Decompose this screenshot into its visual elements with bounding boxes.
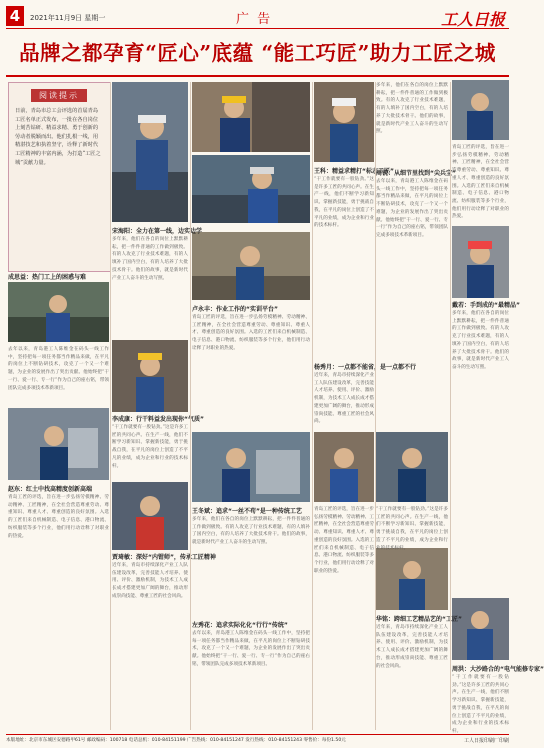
subhead-10: 周锐：从细节里找到“尖兵宝”: [376, 170, 456, 177]
body-text-col3a: 青岛工匠的评选，旨在进一步弘扬劳模精神、劳动精神、工匠精神，在全社会营造尊重劳动、尊重知识、尊重人才、尊重创造的良好氛围。入选的工匠们来自机械制造、电子信息、港口物流、纺织服装等多个行业，他们用行动诠释了对职业的热爱。: [192, 315, 310, 351]
photo-worker-10: [192, 232, 310, 300]
body-text-col5d: 近年来，青岛市持续深化产业工人队伍建设改革，完善技能人才培养、使用、评价、激励机制，为技术工人成长成才搭建更加广阔的舞台，推动形成崇尚技能、尊重工匠的社会风尚。: [376, 625, 448, 669]
photo-worker-8-image: [112, 340, 188, 412]
body-text-col1b: 青岛工匠的评选，旨在进一步弘扬劳模精神、劳动精神、工匠精神，在全社会营造尊重劳动、尊重知识、尊重人才、尊重创造的良好氛围。入选的工匠们来自机械制造、电子信息、港口物流、纺织服装等多个行业，他们用行动诠释了对职业的热爱。: [8, 495, 109, 539]
editor-note-box: [8, 82, 111, 272]
photo-worker-1: [112, 82, 188, 222]
issue-date: 2021年11月9日 星期一: [30, 14, 106, 22]
subhead-11: 华铭：跨细工艺精品艺的“工匠”: [376, 616, 462, 623]
body-text-col5c: “干工作就要有一股钻劲。”这是许多工匠的共同心声。在生产一线，他们不断学习新知识、掌握新技能，勇于挑战自我，在平凡的岗位上创造了不平凡的业绩，成为企业和行业的技术标杆。: [376, 507, 448, 551]
body-text-col6b: 多年来，他们在各自的岗位上默默耕耘，把一件件普通的工作做到极致。有的人攻克了行业技术难题，有的人填补了国内空白，有的人培养了大批技术骨干。他们的故事，就是新时代产业工人奋斗的生动写照。: [452, 311, 509, 370]
photo-worker-11-image: [192, 432, 310, 502]
page-number: 4: [6, 6, 24, 26]
photo-worker-5: [452, 226, 509, 298]
editor-note-title: 阅读提示: [31, 89, 87, 102]
subhead-3: 李成康：行干料益发出现你“气质”: [112, 416, 204, 423]
newspaper-logo: 工人日报: [440, 10, 505, 29]
subhead-4: 贾琦敏：深好“内钳师”，传承工匠精神: [112, 554, 216, 561]
photo-worker-3-image: [192, 155, 310, 223]
subhead-13: 戴若：手到成的“最精品”: [452, 302, 520, 309]
photo-worker-7-image: [8, 408, 109, 480]
body-text-col4c: 青岛工匠的评选，旨在进一步弘扬劳模精神、劳动精神、工匠精神，在全社会营造尊重劳动、尊重知识、尊重人才、尊重创造的良好氛围。入选的工匠们来自机械制造、电子信息、港口物流、纺织服装等多个行业，他们用行动诠释了对职业的热爱。: [314, 507, 374, 574]
headline: 品牌之都孕育“匠心”底蕴 “能工巧匠”助力工匠之城: [19, 41, 496, 65]
subhead-12: 赵东：红土中找高精度创新高端: [8, 486, 93, 493]
body-text-col5b: 去年以来，青岛港工人陈维金在码头一线工作中，坚持把每一项任务都当作精品来做，在平凡的岗位上不断钻研技术，攻克了一个又一个难题，为企业的发展作出了突出贡献。他始终把“干一行、爱一行、专一行”作为自己的座右铭，带领团队完成多项技术革新项目。: [376, 179, 448, 238]
subhead-8: 王科：精益求精打“标志工匠”: [314, 168, 394, 175]
subhead-9: 杨秀月：一点都不能省，是一点都不行: [314, 364, 417, 371]
photo-worker-10-image: [192, 232, 310, 300]
photo-worker-2: [192, 82, 310, 152]
section-label: 广 告: [236, 12, 273, 27]
photo-worker-9: [112, 482, 188, 550]
body-text-col2c: 近年来，青岛市持续深化产业工人队伍建设改革，完善技能人才培养、使用、评价、激励机制，为技术工人成长成才搭建更加广阔的舞台，推动形成崇尚技能、尊重工匠的社会风尚。: [112, 563, 188, 599]
photo-worker-6: [8, 282, 109, 342]
photo-worker-15: [452, 598, 509, 660]
column-rule: [450, 82, 451, 730]
body-text-col3b: 多年来，他们在各自的岗位上默默耕耘，把一件件普通的工作做到极致。有的人攻克了行业技术难题，有的人填补了国内空白，有的人培养了大批技术骨干。他们的故事，就是新时代产业工人奋斗的生动写照。: [192, 517, 310, 546]
photo-worker-8: [112, 340, 188, 412]
headline-divider: [6, 75, 509, 77]
photo-worker-13: [376, 432, 448, 502]
subhead-5: 卢永丰：作业工作的“实训平台”: [192, 306, 278, 313]
photo-worker-12: [314, 432, 374, 502]
photo-worker-14-image: [376, 548, 448, 610]
column-rule: [190, 82, 191, 730]
column-rule: [110, 82, 111, 730]
photo-worker-11: [192, 432, 310, 502]
photo-worker-2-image: [192, 82, 310, 152]
body-text-col4a: “干工作就要有一股钻劲。”这是许多工匠的共同心声。在生产一线，他们不断学习新知识、掌握新技能，勇于挑战自我，在平凡的岗位上创造了不平凡的业绩，成为企业和行业的技术标杆。: [314, 177, 374, 229]
body-text-col2a: 多年来，他们在各自的岗位上默默耕耘，把一件件普通的工作做到极致。有的人攻克了行业技术难题，有的人填补了国内空白，有的人培养了大批技术骨干。他们的故事，就是新时代产业工人奋斗的生动写照。: [112, 237, 188, 281]
photo-worker-4-image: [314, 82, 374, 162]
body-text-col6a: 青岛工匠的评选，旨在进一步弘扬劳模精神、劳动精神、工匠精神，在全社会营造尊重劳动、尊重知识、尊重人才、尊重创造的良好氛围。入选的工匠们来自机械制造、电子信息、港口物流、纺织服装等多个行业，他们用行动诠释了对职业的热爱。: [452, 145, 509, 220]
photo-worker-9-image: [112, 482, 188, 550]
photo-worker-1-image: [112, 82, 188, 222]
footer-address: 本版地址：北京市东城区安德路甲61号 邮政编码：100718 电话总机：010-84151199 广告热线：010-84151247 发行热线：010-84151243 零售价：每份1.50元: [6, 738, 346, 743]
body-text-col5a: 多年来，他们在各自的岗位上默默耕耘，把一件件普通的工作做到极致。有的人攻克了行业技术难题，有的人填补了国内空白，有的人培养了大批技术骨干。他们的故事，就是新时代产业工人奋斗的生动写照。: [376, 83, 448, 135]
photo-worker-3: [192, 155, 310, 223]
photo-worker-7: [8, 408, 109, 480]
photo-worker-5-image: [452, 226, 509, 298]
photo-worker-14: [376, 548, 448, 610]
body-text-col3c: 去年以来，青岛港工人陈维金在码头一线工作中，坚持把每一项任务都当作精品来做，在平凡的岗位上不断钻研技术，攻克了一个又一个难题，为企业的发展作出了突出贡献。他始终把“干一行、爱一行、专一行”作为自己的座右铭，带领团队完成多项技术革新项目。: [192, 631, 310, 667]
subhead-2: 宋海阳：全力在第一线，边实边学: [112, 228, 203, 235]
column-rule: [375, 82, 376, 730]
footer-printer: 工人日报印刷厂印刷: [463, 738, 509, 744]
photo-worker-13-image: [376, 432, 448, 502]
body-text-col4b: 近年来，青岛市持续深化产业工人队伍建设改革，完善技能人才培养、使用、评价、激励机制，为技术工人成长成才搭建更加广阔的舞台，推动形成崇尚技能、尊重工匠的社会风尚。: [314, 373, 374, 425]
photo-worker-16-image: [452, 80, 509, 140]
body-text-col1a: 去年以来，青岛港工人陈维金在码头一线工作中，坚持把每一项任务都当作精品来做，在平凡的岗位上不断钻研技术，攻克了一个又一个难题，为企业的发展作出了突出贡献。他始终把“干一行、爱一行、专一行”作为自己的座右铭，带领团队完成多项技术革新项目。: [8, 347, 109, 391]
editor-note-text: 日前，青岛市总工会评选的首届青岛工匠名单正式发布，一批在各自岗位上刻苦钻研、精益求精、勇于创新的劳动者脱颖而出。他们扎根一线，用精湛技艺和执着坚守，诠释了新时代工匠精神的丰富内涵，为打造“工匠之城”贡献力量。: [15, 108, 101, 166]
subhead-14: 周洪：大沙路合的“电气能修专家”: [452, 666, 544, 673]
photo-worker-15-image: [452, 598, 509, 660]
column-rule: [312, 82, 313, 730]
photo-worker-12-image: [314, 432, 374, 502]
subhead-6: 王冬斌：追求“一丝不苟”是一种传统工艺: [192, 508, 302, 515]
body-text-col6c: “干工作就要有一股钻劲。”这是许多工匠的共同心声。在生产一线，他们不断学习新知识、掌握新技能，勇于挑战自我，在平凡的岗位上创造了不平凡的业绩，成为企业和行业的技术标杆。: [452, 675, 509, 734]
photo-worker-16: [452, 80, 509, 140]
photo-worker-4: [314, 82, 374, 162]
subhead-7: 左秀花：追求实际化化“行行“传统”: [192, 622, 288, 629]
page-header: [6, 6, 509, 29]
body-text-col2b: “干工作就要有一股钻劲。”这是许多工匠的共同心声。在生产一线，他们不断学习新知识、掌握新技能，勇于挑战自我，在平凡的岗位上创造了不平凡的业绩，成为企业和行业的技术标杆。: [112, 425, 188, 469]
page-footer: [6, 734, 509, 747]
photo-worker-6-image: [8, 282, 109, 342]
subhead-1: 成思益：热门工上的困惑与难: [8, 274, 87, 281]
